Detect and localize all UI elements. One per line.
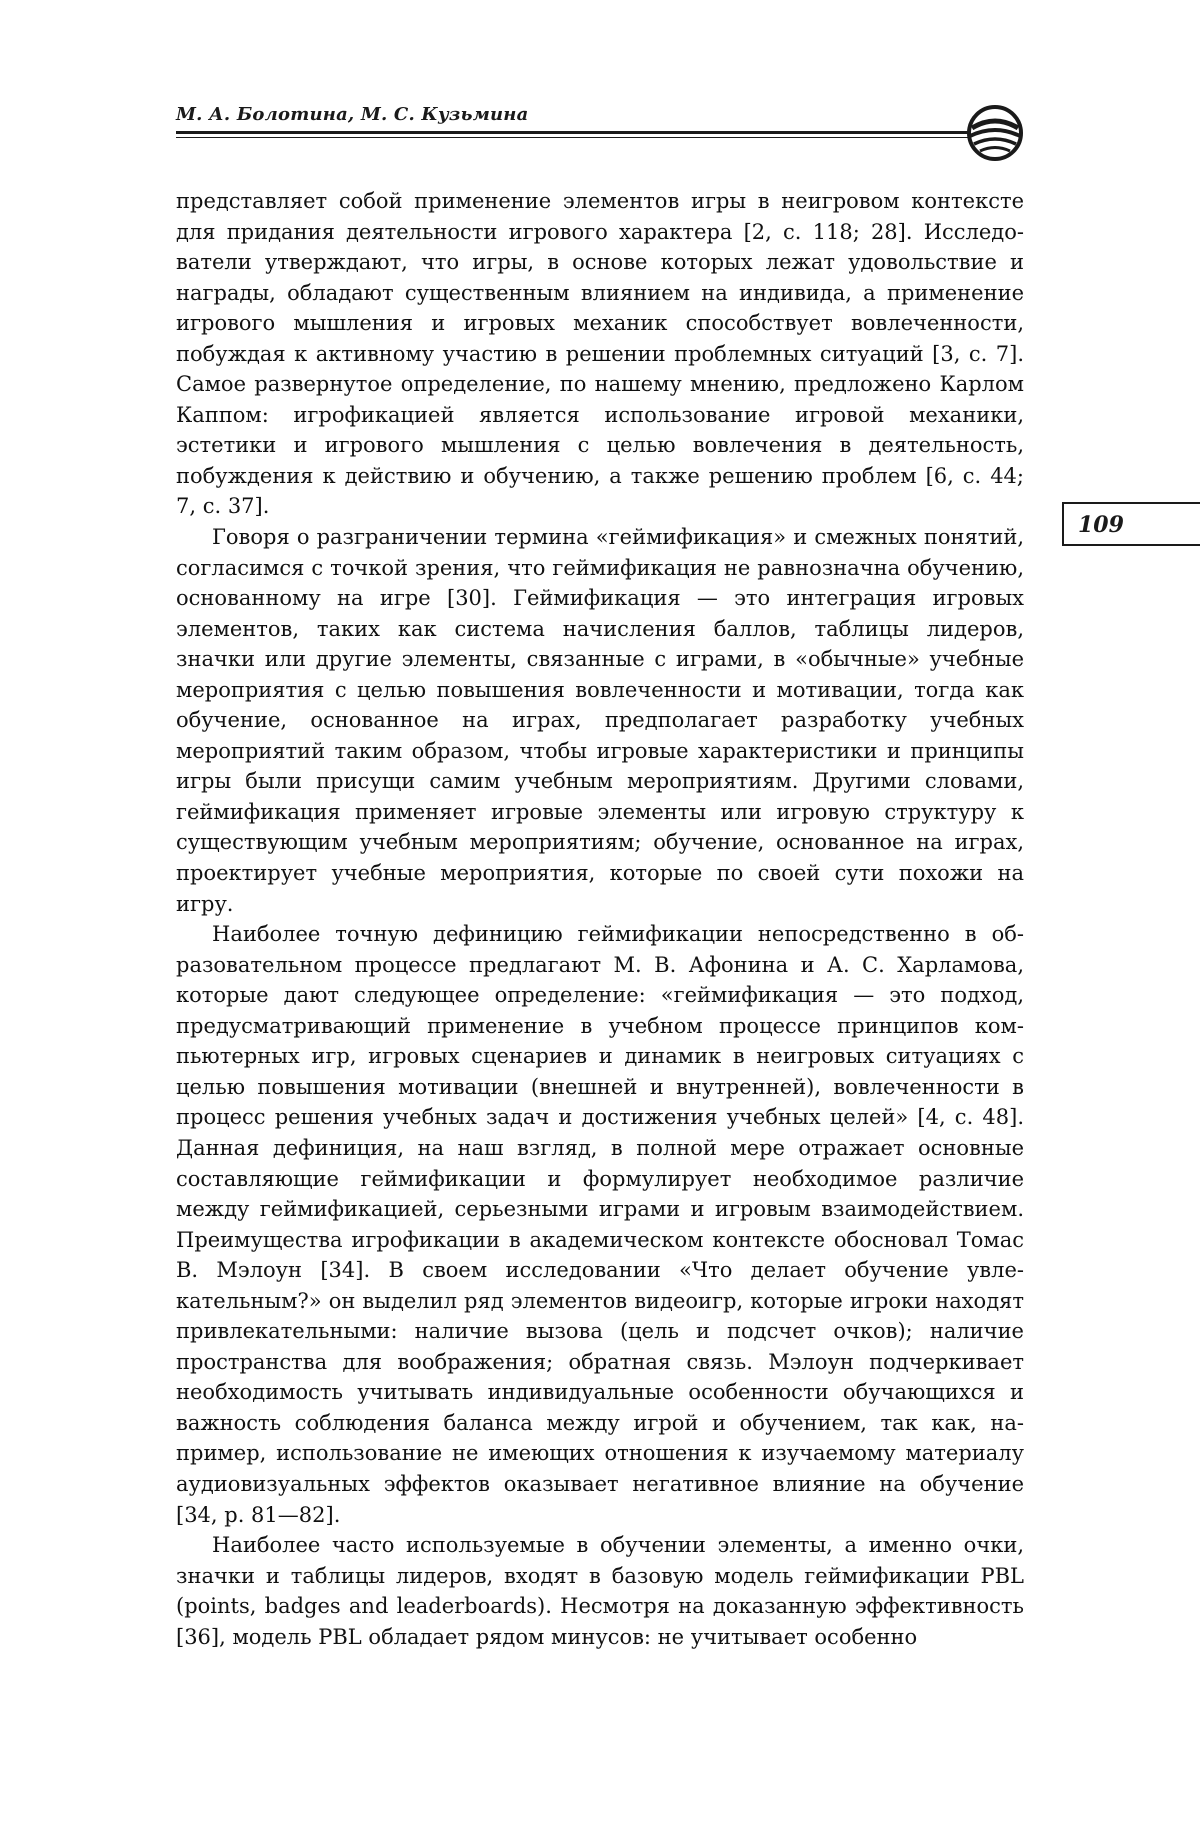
page-number-box — [1062, 502, 1200, 546]
running-header-authors: М. А. Болотина, М. С. Кузьмина — [176, 104, 529, 125]
paragraph-4: Наиболее часто используемые в обучении элементы, а именно очки, значки и таблицы лидеров, входят в базовую модель геймификации PBL (points, badges and leaderboards). Несмотря на доказанную эффективность [36], модель PBL обладает рядом минусов: не учитывает особенно — [176, 1533, 1024, 1649]
header-rule — [176, 131, 968, 134]
paragraph-1: представляет собой применение элементов игры в неигровом контексте для придания деятельности игрового характера [2, с. 118; 28]. Исследователи утверждают, что игры, в основе которых лежат удовольствие и награды, обладают существенным влиянием на индивида, а применение игрового мышления и игровых механик способствует вовлеченности, побуждая к активному участию в решении проблемных ситуаций [3, с. 7]. Самое развернутое определение, по нашему мнению, предложено Карлом Каппом: игрофикацией является использование игровой механики, эстетики и игрового мышления с целью вовлечения в деятельность, побуждения к действию и обучению, а также решению проблем [6, с. 44; 7, с. 37]. — [176, 189, 1024, 519]
journal-logo-icon — [966, 104, 1024, 162]
paragraph-3: Наиболее точную дефиницию геймификации непосредственно в образовательном процессе предлагают М. В. Афонина и А. С. Харламова, которые дают следующее определение: «геймификация — это подход, предусматривающий применение в учебном процессе принципов компьютерных игр, игровых сценариев и динамик в неигровых ситуациях с целью повышения мотивации (внешней и внутренней), вовлеченности в процесс решения учебных задач и достижения учебных целей» [4, с. 48]. Данная дефиниция, на наш взгляд, в полной мере отражает основные составляющие геймификации и формулирует необходимое различие между геймификацией, серьезными играми и игровым взаимодействием. Преимущества игрофикации в академическом контексте обосновал Томас В. Мэлоун [34]. В своем исследовании «Что делает обучение увлекательным?» он выделил ряд элементов видеоигр, которые игроки находят привлекательными: наличие вызова (цель и подсчет очков); наличие пространства для воображения; обратная связь. Мэлоун подчеркивает необходимость учитывать индивидуальные особенности обучающихся и важность соблюдения баланса между игрой и обучением, так как, например, использование не имеющих отношения к изучаемому материалу аудиовизуальных эффектов оказывает негативное влияние на обучение [34, p. 81—82]. — [176, 922, 1024, 1527]
page-number: 109 — [1078, 512, 1124, 538]
paragraph-2: Говоря о разграничении термина «геймификация» и смежных понятий, согласимся с точкой зрения, что геймификация не равнозначна обучению, основанному на игре [30]. Геймификация — это интеграция игровых элементов, таких как система начисления баллов, таблицы лидеров, значки или другие элементы, связанные с играми, в «обычные» учебные мероприятия с целью повышения вовлеченности и мотивации, тогда как обучение, основанное на играх, предполагает разработку учебных мероприятий таким образом, чтобы игровые характеристики и принципы игры были присущи самим учебным мероприятиям. Другими словами, геймификация применяет игровые элементы или игровую структуру к существующим учебным мероприятиям; обучение, основанное на играх, проектирует учебные мероприятия, которые по своей сути похожи на игру. — [176, 525, 1024, 916]
article-body — [176, 186, 1024, 1652]
header-rule-thin — [176, 137, 968, 138]
